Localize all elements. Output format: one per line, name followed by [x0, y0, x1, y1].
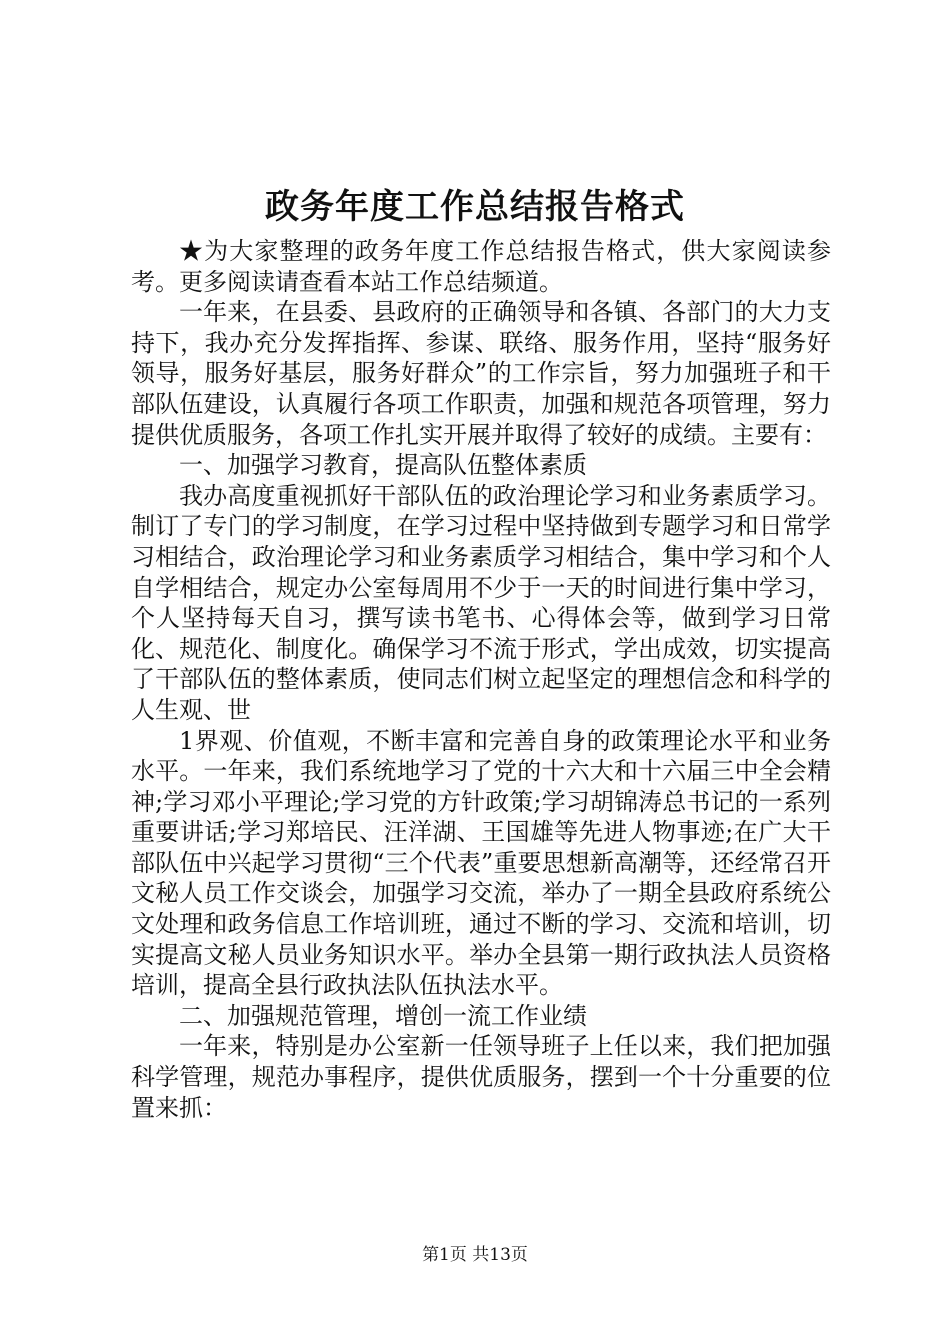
summary-paragraph: 一年来，在县委、县政府的正确领导和各镇、各部门的大力支持下，我办充分发挥指挥、参谋、联络、服务作用，坚持“服务好领导，服务好基层，服务好群众”的工作宗旨，努力加强班子和干部队伍建设，认真履行各项工作职责，加强和规范各项管理，努力提供优质服务，各项工作扎实开展并取得了较好的成绩。主要有： [131, 298, 831, 449]
intro-paragraph: ★为大家整理的政务年度工作总结报告格式，供大家阅读参考。更多阅读请查看本站工作总结频道。 [131, 237, 831, 296]
section-heading-2: 二、加强规范管理，增创一流工作业绩 [179, 1001, 587, 1030]
page-footer: 第1页 共13页 [422, 1245, 528, 1265]
section-heading-1: 一、加强学习教育，提高队伍整体素质 [179, 451, 587, 480]
document-body [131, 236, 831, 1123]
management-paragraph: 一年来，特别是办公室新一任领导班子上任以来，我们把加强科学管理，规范办事程序，提供优质服务，摆到一个十分重要的位置来抓： [131, 1032, 831, 1122]
study-paragraph: 我办高度重视抓好干部队伍的政治理论学习和业务素质学习。制订了专门的学习制度，在学习过程中坚持做到专题学习和日常学习相结合，政治理论学习和业务素质学习相结合，集中学习和个人自学相结合，规定办公室每周用不少于一天的时间进行集中学习，个人坚持每天自习，撰写读书笔书、心得体会等，做到学习日常化、规范化、制度化。确保学习不流于形式，学出成效，切实提高了干部队伍的整体素质，使同志们树立起坚定的理想信念和科学的人生观、世 [131, 481, 831, 724]
document-title: 政务年度工作总结报告格式 [265, 187, 685, 227]
study-continued-paragraph: 1界观、价值观，不断丰富和完善自身的政策理论水平和业务水平。一年来，我们系统地学习了党的十六大和十六届三中全会精神;学习邓小平理论;学习党的方针政策;学习胡锦涛总书记的一系列重要讲话;学习郑培民、汪洋湖、王国雄等先进人物事迹;在广大干部队伍中兴起学习贯彻“三个代表”重要思想新高潮等，还经常召开文秘人员工作交谈会，加强学习交流，举办了一期全县政府系统公文处理和政务信息工作培训班，通过不断的学习、交流和培训，切实提高文秘人员业务知识水平。举办全县第一期行政执法人员资格培训，提高全县行政执法队伍执法水平。 [131, 726, 831, 1000]
